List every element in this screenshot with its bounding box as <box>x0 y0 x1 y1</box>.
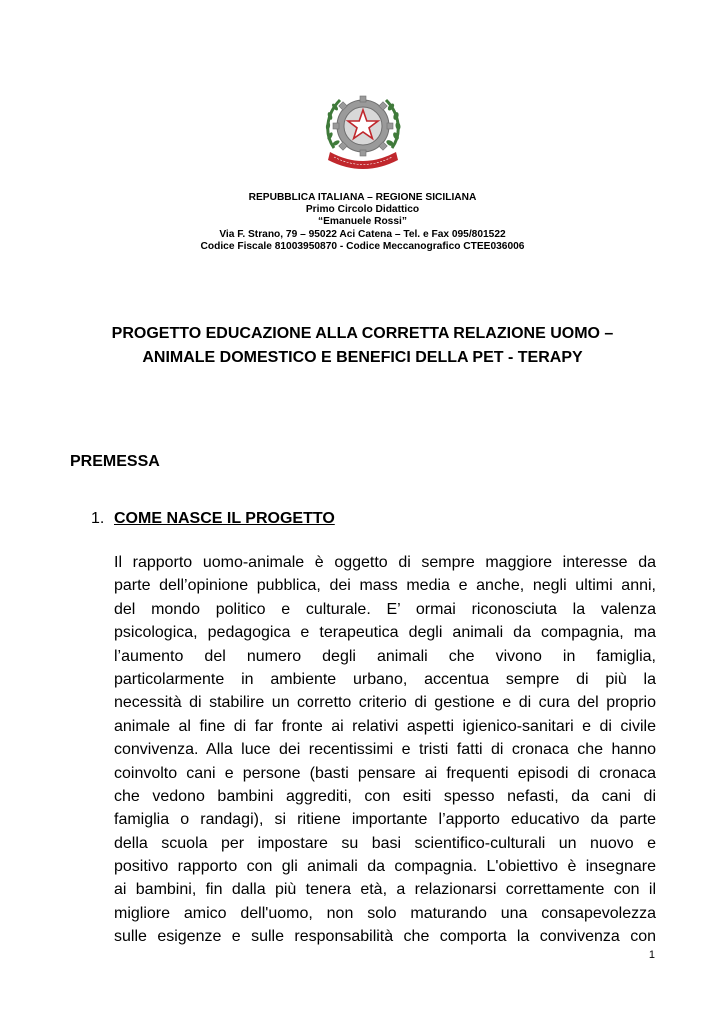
paragraph-line: famiglia o randagi), si ritiene importante l’apporto educativo da parte <box>114 811 656 829</box>
document-title <box>0 322 725 370</box>
paragraph-line: migliore amico dell'uomo, non solo maturando una consapevolezza <box>114 904 656 922</box>
paragraph-line: Il rapporto uomo-animale è oggetto di sempre maggiore interesse da <box>114 554 656 571</box>
paragraph-line: della scuola per impostare su basi scientifico-culturali un nuovo e <box>114 834 656 852</box>
paragraph-line: del mondo politico e culturale. E’ ormai riconosciuta la valenza <box>114 600 656 618</box>
paragraph-line: positivo rapporto con gli animali da compagnia. L'obiettivo è insegnare <box>114 858 656 876</box>
letterhead-address: Via F. Strano, 79 – 95022 Aci Catena – Tel. e Fax 095/801522 <box>219 228 506 240</box>
body-paragraph <box>114 551 656 949</box>
paragraph-line: necessità di stabilire un corretto criterio di gestione e di cura del proprio <box>114 694 656 712</box>
section-heading-premessa: PREMESSA <box>70 453 160 470</box>
subsection-heading <box>91 509 335 529</box>
paragraph-line: animale al fine di far fronte ai relativi aspetti igienico-sanitari e di civile <box>114 717 656 735</box>
document-title-line-2: ANIMALE DOMESTICO E BENEFICI DELLA PET - TERAPY <box>142 349 583 366</box>
subsection-title: COME NASCE IL PROGETTO <box>114 510 335 527</box>
letterhead-school-name: “Emanuele Rossi” <box>318 216 407 228</box>
paragraph-line: convivenza. Alla luce dei recentissimi e tristi fatti di cronaca che hanno <box>114 741 656 759</box>
page-number: 1 <box>648 949 655 961</box>
paragraph-line: l’aumento del numero degli animali che vivono in famiglia, <box>114 647 656 665</box>
paragraph-line: particolarmente in ambiente urbano, accentua sempre di più la <box>114 670 656 688</box>
letterhead-school: Primo Circolo Didattico <box>305 204 420 216</box>
document-title-line-1: PROGETTO EDUCAZIONE ALLA CORRETTA RELAZIONE UOMO – <box>111 325 614 342</box>
paragraph-line: sulle esigenze e sulle responsabilità che comporta la convivenza con <box>114 928 656 946</box>
subsection-number: 1. <box>91 510 105 527</box>
italian-republic-emblem-icon <box>320 86 406 172</box>
paragraph-line: ai bambini, fin dalla più tenera età, a relazionarsi correttamente con il <box>114 881 656 899</box>
school-letterhead <box>0 192 725 253</box>
paragraph-line: coinvolto cani e persone (basti pensare ai frequenti episodi di cronaca <box>114 764 656 782</box>
paragraph-line: psicologica, pedagogica e terapeutica degli animali da compagnia, ma <box>114 624 656 642</box>
letterhead-region: REPUBBLICA ITALIANA – REGIONE SICILIANA <box>248 192 477 203</box>
letterhead-codes: Codice Fiscale 81003950870 - Codice Meccanografico CTEE036006 <box>200 240 525 252</box>
paragraph-line: che vedono bambini aggrediti, con esiti spesso nefasti, da cani di <box>114 787 656 805</box>
paragraph-line: parte dell’opinione pubblica, dei mass media e anche, negli ultimi anni, <box>114 577 656 595</box>
